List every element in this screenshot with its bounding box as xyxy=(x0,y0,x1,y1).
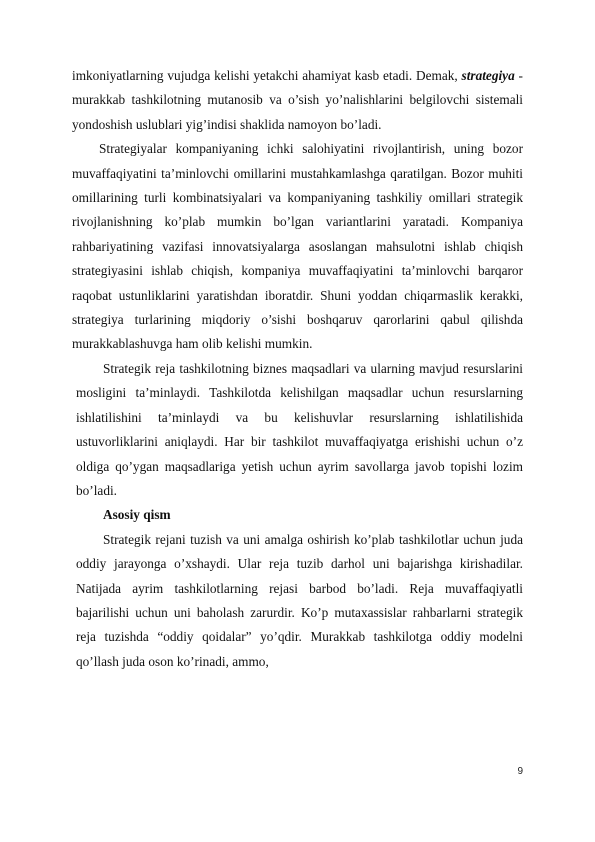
paragraph-text: imkoniyatlarning vujudga kelishi yetakchi ahamiyat kasb etadi. Demak, xyxy=(72,68,458,83)
page-number: 9 xyxy=(517,766,523,777)
paragraph-main-part: Strategik rejani tuzish va uni amalga oshirish ko’plab tashkilotlar uchun juda oddiy jarayonga o’xshaydi. Ular reja tuzib darhol uni bajarishga kirishadilar. Natijada ayrim tashkilotlarning rejasi barbod bo’ladi. Reja muvaffaqiyatli bajarilishi uchun uni baholash zarurdir. Ko’p mutaxassislar rahbarlarni strategik reja tuzishda “oddiy qoidalar” yo’qdir. Murakkab tashkilotga oddiy modelni qo’llash juda oson ko’rinadi, ammo, xyxy=(76,531,523,669)
section-heading: Asosiy qism xyxy=(103,507,171,523)
paragraph-strategy-definition xyxy=(72,64,523,137)
paragraph-text: - murakkab tashkilotning mutanosib va o’sish yo’nalishlarini belgilovchi sistemali yondoshish uslublari yig’indisi shaklida namoyon bo’ladi. xyxy=(72,68,523,132)
strategy-term: strategiya xyxy=(461,68,515,83)
document-page xyxy=(72,64,523,674)
paragraph-strategic-plan: Strategik reja tashkilotning biznes maqsadlari va ularning mavjud resurslarini mosligini ta’minlaydi. Tashkilotda kelishilgan maqsadlar uchun resurslarning ishlatilishini ta’minlaydi va bu kelishuvlar resurslarning ishlatilishida ustuvorliklarini aniqlaydi. Har bir tashkilot muvaffaqiyatga erishishi uchun o’z oldiga qo’ygan maqsadlariga yetish uchun ayrim savollarga javob topishi lozim bo’ladi. xyxy=(76,360,523,498)
paragraph-strategies: Strategiyalar kompaniyaning ichki salohiyatini rivojlantirish, uning bozor muvaffaqiyatini ta’minlovchi omillarini mustahkamlashga qaratilgan. Bozor muhiti omillarining turli kombinatsiyalari va kompaniyaning tashkiliy omillari strategik rivojlanishning ko’plab mumkin bo’lgan variantlarini yaratadi. Kompaniya rahbariyatining vazifasi innovatsiyalarga asoslangan mahsulotni ishlab chiqish strategiyasini ishlab chiqish, kompaniya muvaffaqiyatini ta’minlovchi barqaror raqobat ustunliklarini yaratishdan iboratdir. Shuni yoddan chiqarmaslik kerakki, strategiya turlarining miqdoriy o’sishi boshqaruv qarorlarini qabul qilishda murakkablashuvga ham olib kelishi mumkin. xyxy=(72,141,523,352)
